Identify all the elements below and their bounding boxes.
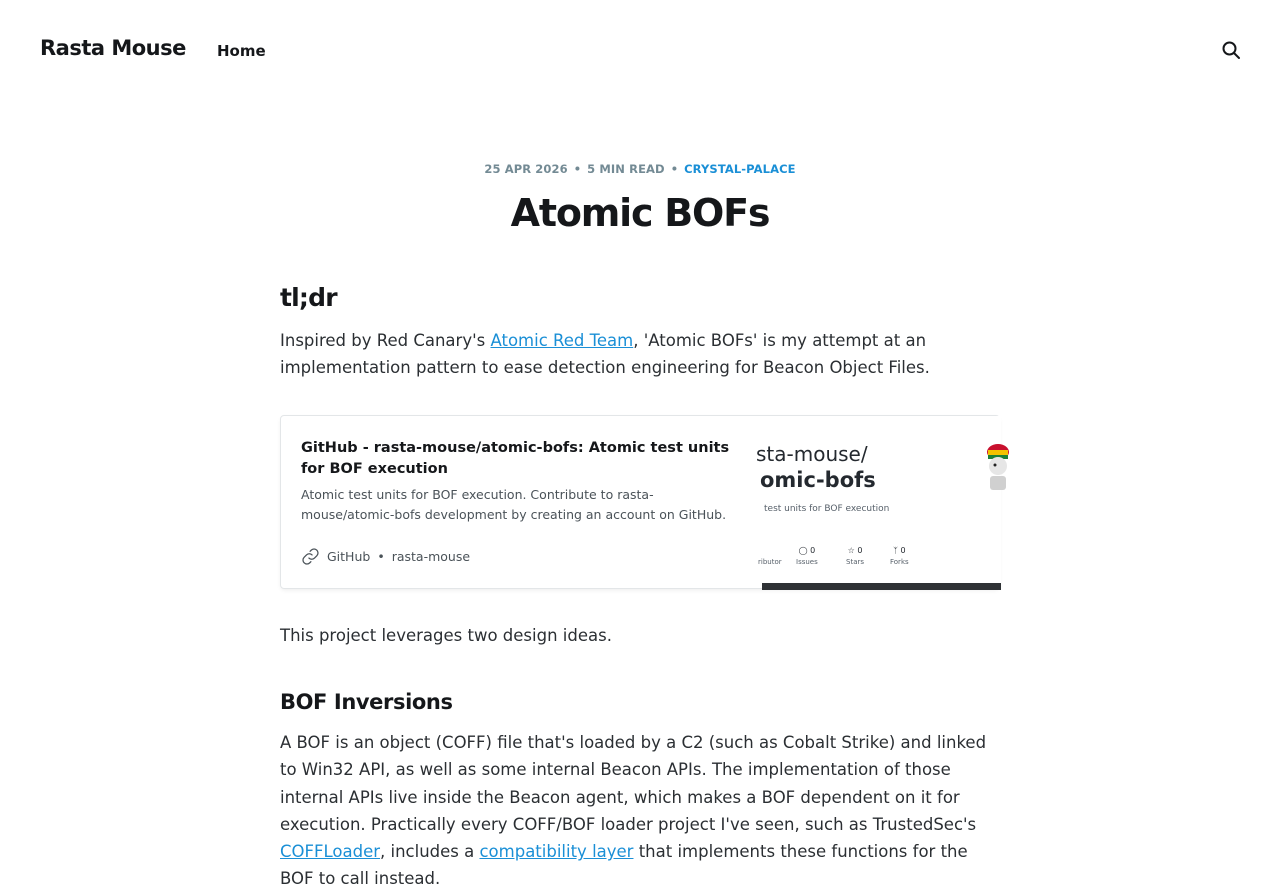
bookmark-title: GitHub - rasta-mouse/atomic-bofs: Atomic test units for BOF execution — [301, 440, 730, 477]
stat-issues: ◯ 0 Issues — [796, 546, 818, 566]
stat-contributors: ributor — [758, 558, 782, 566]
post-date: 25 APR 2026 — [484, 162, 568, 176]
bookmark-author: rasta-mouse — [391, 549, 471, 564]
thumbnail-repo-name: omic-bofs — [760, 468, 876, 492]
link-icon — [301, 547, 320, 566]
bookmark-publisher: GitHub — [327, 549, 371, 564]
thumbnail-stats — [758, 546, 1001, 576]
thumbnail-subtitle: test units for BOF execution — [764, 504, 890, 514]
fork-icon: ᛉ — [893, 546, 898, 555]
intro-text-rest: , 'Atomic BOFs' is my attempt at an implementation pattern to ease detection engineering for Beacon Object Files. — [280, 331, 930, 378]
post-read-time: 5 MIN READ — [587, 162, 665, 176]
coffloader-link[interactable]: COFFLoader — [280, 842, 381, 862]
bof-inversions-heading: BOF Inversions — [280, 690, 453, 714]
nav-home-link[interactable]: Home — [217, 42, 266, 60]
github-bookmark-card[interactable] — [280, 415, 1000, 589]
bookmark-description: Atomic test units for BOF execution. Contribute to rasta-mouse/atomic-bofs development by creating an account on GitHub. — [301, 487, 727, 522]
compatibility-layer-link[interactable]: compatibility layer — [479, 842, 634, 862]
stat-stars: ☆ 0 Stars — [846, 546, 865, 566]
search-icon[interactable] — [1218, 37, 1244, 63]
bof-inversions-paragraph — [280, 729, 1000, 893]
post-title: Atomic BOFs — [510, 191, 770, 235]
thumbnail-repo-owner: sta-mouse/ — [756, 442, 868, 466]
meta-separator: • — [573, 162, 582, 176]
bof-text-2: , includes a — [380, 842, 480, 862]
intro-text: Inspired by Red Canary's — [280, 331, 491, 350]
meta-separator: • — [670, 162, 679, 176]
post-meta — [0, 162, 1280, 176]
bof-text-3: that implements these functions for the BOF to call instead. — [280, 842, 968, 889]
bookmark-thumbnail — [756, 416, 1001, 590]
site-header — [0, 0, 1280, 100]
star-icon: ☆ — [847, 546, 855, 555]
bookmark-metadata — [301, 547, 470, 566]
bof-text-1: A BOF is an object (COFF) file that's loaded by a C2 (such as Cobalt Strike) and linked to Win32 API, as well as some internal Beacon APIs. The implementation of those internal APIs live inside the Beacon agent, which makes a BOF dependent on it for execution. Practically every COFF/BOF loader project I've seen, such as TrustedSec's — [280, 733, 987, 834]
stat-forks: ᛉ 0 Forks — [890, 546, 909, 566]
thumbnail-footer-bar — [762, 583, 1001, 590]
atomic-red-team-link[interactable]: Atomic Red Team — [490, 331, 634, 350]
post-tag-link[interactable]: CRYSTAL-PALACE — [684, 162, 796, 176]
design-ideas-paragraph: This project leverages two design ideas. — [280, 626, 612, 645]
site-title[interactable]: Rasta Mouse — [40, 36, 186, 60]
tldr-heading: tl;dr — [280, 283, 337, 312]
intro-paragraph — [280, 327, 1000, 382]
issues-icon: ◯ — [798, 546, 808, 555]
avatar — [976, 438, 1016, 498]
bookmark-separator: • — [377, 549, 385, 564]
